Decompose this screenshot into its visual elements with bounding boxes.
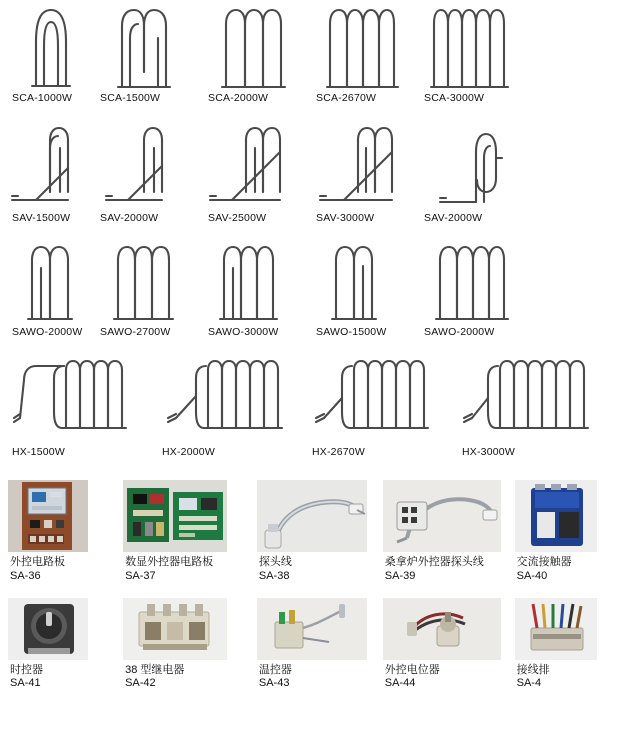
element-item — [418, 118, 526, 224]
element-item — [6, 238, 94, 338]
element-row-hx — [6, 352, 615, 458]
element-item — [94, 118, 202, 224]
accessory-code: SA-41 — [10, 677, 41, 690]
element-label: SAWO-2700W — [100, 326, 171, 338]
heater-element-art — [310, 238, 410, 324]
heater-element-art — [418, 2, 518, 90]
accessory-name: 探头线 — [258, 556, 292, 568]
heater-element-art — [456, 352, 596, 444]
accessory-row-1 — [8, 480, 613, 584]
heater-element-art — [6, 238, 94, 324]
element-label: SAV-2000W — [424, 212, 483, 224]
element-item — [202, 238, 310, 338]
accessory-name: 时控器 — [10, 663, 43, 676]
accessory-code: SA-39 — [384, 569, 416, 582]
element-label: SAWO-1500W — [316, 326, 387, 338]
element-item — [418, 2, 526, 104]
thermostat-capillary-photo — [257, 598, 367, 660]
element-label: SAWO-3000W — [208, 326, 279, 338]
accessory-item — [8, 480, 123, 584]
accessory-item — [123, 598, 257, 692]
accessory-code: SA-38 — [258, 569, 290, 582]
accessory-code: SA-4 — [516, 677, 542, 690]
product-catalog-sheet — [0, 2, 621, 740]
accessory-item — [123, 480, 257, 584]
element-label: HX-3000W — [462, 446, 515, 458]
heater-element-art — [310, 2, 410, 90]
element-item — [94, 238, 202, 338]
accessory-code: SA-37 — [125, 569, 156, 582]
heater-element-art — [94, 238, 194, 324]
element-item — [310, 238, 418, 338]
element-label: SCA-1500W — [100, 92, 161, 104]
element-label: SAV-2500W — [208, 212, 267, 224]
element-row-sav — [6, 118, 615, 224]
element-item — [202, 2, 310, 104]
element-label: SAV-1500W — [12, 212, 71, 224]
accessory-name: 数显外控器电路板 — [125, 556, 214, 568]
ac-contactor-blue-photo — [515, 480, 597, 552]
accessory-item — [257, 480, 383, 584]
element-label: SAV-2000W — [100, 212, 159, 224]
element-label: HX-1500W — [12, 446, 65, 458]
heater-element-art — [6, 2, 94, 90]
accessory-item — [257, 598, 383, 692]
element-item — [202, 118, 310, 224]
element-label: HX-2000W — [162, 446, 215, 458]
accessory-name: 桑拿炉外控器探头线 — [384, 556, 484, 568]
element-item — [306, 352, 456, 458]
element-item — [310, 118, 418, 224]
timer-knob-photo — [8, 598, 88, 660]
accessory-code: SA-36 — [10, 569, 41, 582]
element-item — [156, 352, 306, 458]
heater-element-art — [310, 118, 410, 210]
probe-cable-photo — [257, 480, 367, 552]
heater-element-art — [6, 118, 94, 210]
accessory-code: SA-42 — [125, 677, 156, 690]
element-item — [6, 2, 94, 104]
accessory-name: 38 型继电器 — [125, 663, 185, 676]
element-label: SAWO-2000W — [12, 326, 83, 338]
accessory-name: 外控电路板 — [10, 556, 65, 568]
element-label: SCA-2670W — [316, 92, 377, 104]
accessory-name: 温控器 — [258, 663, 292, 676]
external-potentiometer-photo — [383, 598, 501, 660]
accessory-item — [515, 480, 613, 584]
accessory-code: SA-44 — [384, 677, 416, 690]
element-item — [6, 118, 94, 224]
accessory-code: SA-40 — [516, 569, 548, 582]
heater-element-art — [202, 238, 302, 324]
heater-element-art — [202, 2, 302, 90]
element-row-sca — [6, 2, 615, 104]
accessory-item — [383, 480, 515, 584]
control-board-brown-photo — [8, 480, 88, 552]
heater-element-art — [156, 352, 296, 444]
element-label: SAV-3000W — [316, 212, 375, 224]
heater-element-art — [94, 2, 194, 90]
relay-type-38-photo — [123, 598, 227, 660]
element-label: SAWO-2000W — [424, 326, 495, 338]
digital-control-board-green-photo — [123, 480, 227, 552]
heater-element-art — [6, 352, 146, 444]
element-label: SCA-1000W — [12, 92, 73, 104]
element-item — [310, 2, 418, 104]
element-label: HX-2670W — [312, 446, 365, 458]
terminal-block-wires-photo — [515, 598, 597, 660]
heating-elements-section — [0, 2, 621, 458]
accessory-code: SA-43 — [258, 677, 290, 690]
accessory-name: 接线排 — [516, 663, 550, 676]
sauna-controller-probe-cable-photo — [383, 480, 501, 552]
element-row-sawo — [6, 238, 615, 338]
element-label: SCA-3000W — [424, 92, 485, 104]
accessories-section — [0, 480, 621, 691]
element-item — [418, 238, 526, 338]
heater-element-art — [306, 352, 446, 444]
heater-element-art — [418, 238, 518, 324]
element-label: SCA-2000W — [208, 92, 269, 104]
element-item — [6, 352, 156, 458]
accessory-item — [8, 598, 123, 692]
heater-element-art — [418, 118, 518, 210]
heater-element-art — [202, 118, 302, 210]
accessory-item — [383, 598, 515, 692]
accessory-item — [515, 598, 613, 692]
accessory-row-2 — [8, 598, 613, 692]
accessory-name: 交流接触器 — [516, 556, 572, 568]
element-item — [94, 2, 202, 104]
heater-element-art — [94, 118, 194, 210]
accessory-name: 外控电位器 — [384, 663, 440, 676]
element-item — [456, 352, 606, 458]
